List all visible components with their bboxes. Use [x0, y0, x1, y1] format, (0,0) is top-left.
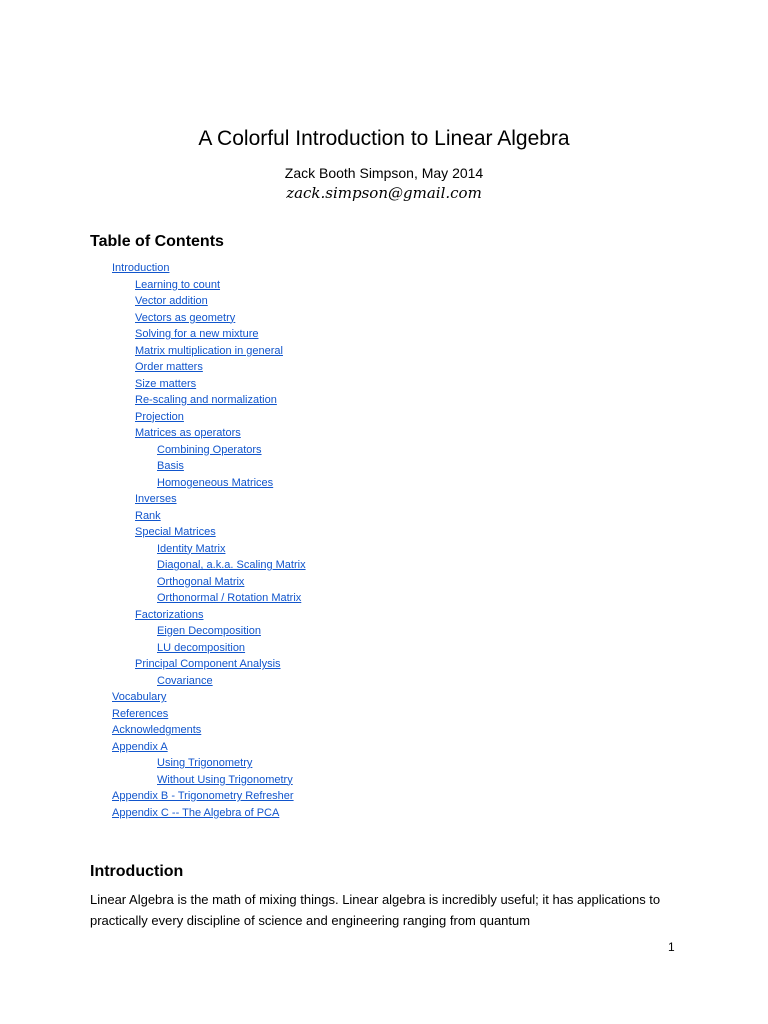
toc-entry — [0, 310, 306, 327]
toc-link[interactable]: Eigen Decomposition — [157, 625, 261, 637]
toc-link[interactable]: Combining Operators — [157, 443, 262, 456]
toc-link[interactable]: Principal Component Analysis — [135, 658, 281, 670]
toc-link[interactable]: Vector addition — [135, 295, 208, 307]
toc-entry — [0, 343, 306, 360]
toc-link[interactable]: Factorizations — [135, 608, 204, 621]
toc-entry — [0, 392, 306, 409]
toc-link[interactable]: Inverses — [135, 493, 177, 505]
toc-entry — [0, 458, 306, 475]
toc-link[interactable]: Matrices as operators — [135, 427, 241, 439]
toc-link[interactable]: Order matters — [135, 361, 203, 373]
toc-entry — [0, 376, 306, 393]
toc-entry — [0, 491, 306, 508]
toc-entry — [0, 640, 306, 657]
toc-entry — [0, 689, 306, 706]
toc-link[interactable]: Matrix multiplication in general — [135, 344, 283, 357]
toc-entry — [0, 739, 306, 756]
toc-entry — [0, 425, 306, 442]
page-number: 1 — [668, 940, 675, 954]
toc-link[interactable]: Without Using Trigonometry — [157, 773, 293, 786]
toc-link[interactable]: LU decomposition — [157, 641, 246, 654]
toc-entry — [0, 673, 306, 690]
toc-link[interactable]: Appendix A — [112, 740, 168, 753]
toc-link[interactable]: Using Trigonometry — [157, 757, 253, 769]
toc-link[interactable]: Identity Matrix — [157, 542, 226, 555]
toc-entry — [0, 293, 306, 310]
toc-link[interactable]: Appendix B - Trigonometry Refresher — [112, 790, 294, 802]
toc-entry — [0, 607, 306, 624]
toc-entry — [0, 475, 306, 492]
toc-link[interactable]: Vocabulary — [112, 691, 167, 703]
introduction-paragraph: Linear Algebra is the math of mixing things. Linear algebra is incredibly useful; it has applications to practically every discipline of science and engineering ranging from quantum — [90, 892, 661, 928]
toc-entry — [0, 805, 306, 822]
author-email: zack.simpson@gmail.com — [286, 184, 482, 202]
toc-link[interactable]: Special Matrices — [135, 526, 216, 538]
toc-link[interactable]: Size matters — [135, 377, 197, 390]
toc-link[interactable]: Re-scaling and normalization — [135, 394, 277, 406]
toc-link[interactable]: Covariance — [157, 674, 213, 687]
toc-link[interactable]: Homogeneous Matrices — [157, 476, 274, 489]
introduction-heading: Introduction — [90, 863, 184, 880]
toc-entry — [0, 508, 306, 525]
toc-entry — [0, 326, 306, 343]
toc-entry — [0, 788, 306, 805]
toc-entry — [0, 772, 306, 789]
toc-entry — [0, 524, 306, 541]
author-line: Zack Booth Simpson, May 2014 — [284, 165, 484, 181]
toc-link[interactable]: References — [112, 707, 169, 720]
toc-link[interactable]: Orthonormal / Rotation Matrix — [157, 592, 302, 604]
toc-link[interactable]: Solving for a new mixture — [135, 328, 259, 340]
toc-entry — [0, 590, 306, 607]
toc-entry — [0, 755, 306, 772]
toc-link[interactable]: Introduction — [112, 262, 170, 274]
toc-link[interactable]: Vectors as geometry — [135, 311, 236, 324]
toc-entry — [0, 359, 306, 376]
toc-link[interactable]: Diagonal, a.k.a. Scaling Matrix — [157, 559, 306, 571]
toc-entry — [0, 260, 306, 277]
toc-entry — [0, 277, 306, 294]
toc-entry — [0, 623, 306, 640]
toc-entry — [0, 706, 306, 723]
toc-link[interactable]: Basis — [157, 460, 184, 472]
toc-entry — [0, 442, 306, 459]
toc-link[interactable]: Rank — [135, 509, 161, 522]
toc-link[interactable]: Acknowledgments — [112, 724, 202, 736]
toc-link[interactable]: Learning to count — [135, 278, 221, 291]
document-title: A Colorful Introduction to Linear Algebra — [198, 127, 570, 150]
toc-entry — [0, 541, 306, 558]
toc-entry — [0, 722, 306, 739]
toc-entry — [0, 574, 306, 591]
toc-heading: Table of Contents — [90, 233, 224, 250]
toc-link[interactable]: Appendix C -- The Algebra of PCA — [112, 806, 280, 819]
toc-entry — [0, 409, 306, 426]
toc-entry — [0, 557, 306, 574]
table-of-contents — [0, 260, 306, 821]
toc-entry — [0, 656, 306, 673]
toc-link[interactable]: Projection — [135, 410, 184, 423]
toc-link[interactable]: Orthogonal Matrix — [157, 575, 245, 588]
